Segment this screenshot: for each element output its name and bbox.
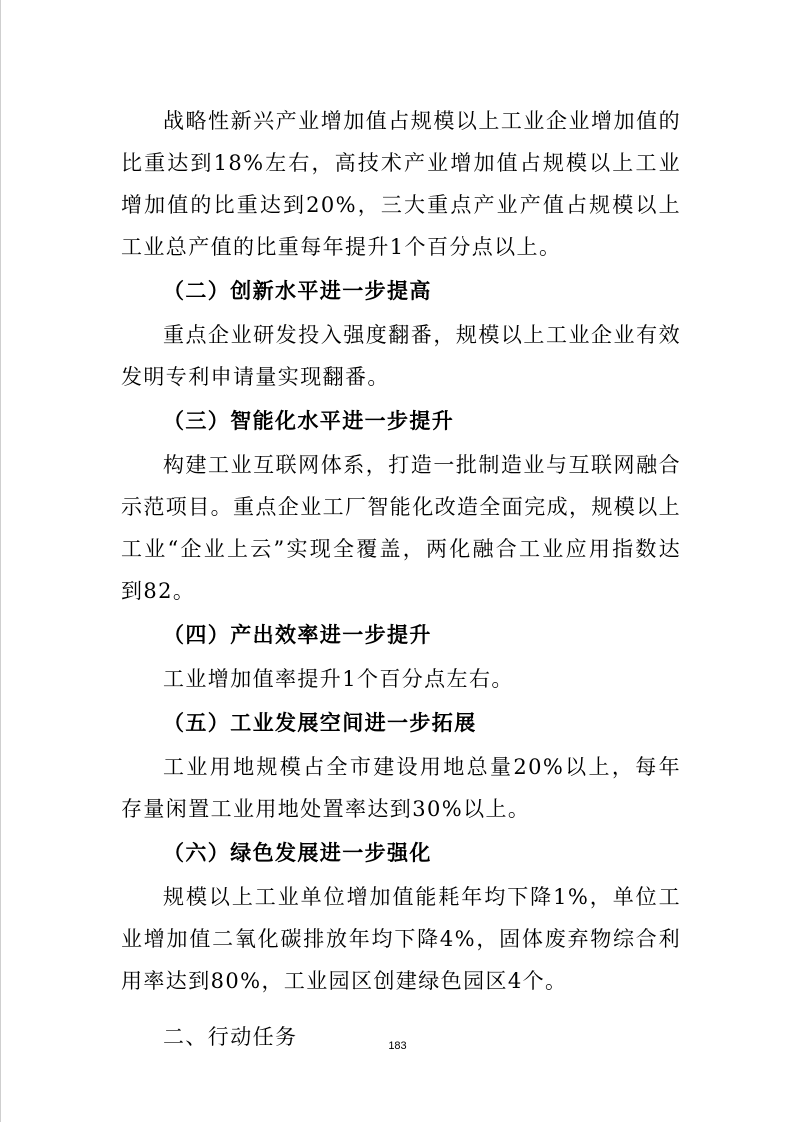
paragraph-intelligence: 构建工业互联网体系，打造一批制造业与互联网融合示范项目。重点企业工厂智能化改造全面完成，规模以上工业“企业上云”实现全覆盖，两化融合工业应用指数达到82。 bbox=[121, 453, 681, 603]
paragraph-space: 工业用地规模占全市建设用地总量20%以上，每年存量闲置工业用地处置率达到30%以上。 bbox=[121, 755, 681, 821]
page-content bbox=[121, 100, 681, 1058]
heading-innovation: （二）创新水平进一步提高 bbox=[163, 278, 432, 303]
page-number: 183 bbox=[388, 1040, 407, 1052]
heading-space: （五）工业发展空间进一步拓展 bbox=[163, 710, 477, 735]
paragraph-efficiency: 工业增加值率提升1个百分点左右。 bbox=[163, 667, 514, 691]
paragraph-industry-share: 战略性新兴产业增加值占规模以上工业企业增加值的比重达到18%左右，高技术产业增加值占规模以上工业增加值的比重达到20%，三大重点产业产值占规模以上工业总产值的比重每年提升1个百分点以上。 bbox=[121, 109, 681, 259]
heading-intelligence: （三）智能化水平进一步提升 bbox=[163, 408, 455, 433]
section-heading-action-tasks: 二、行动任务 bbox=[163, 1025, 298, 1049]
heading-efficiency: （四）产出效率进一步提升 bbox=[163, 622, 432, 647]
paragraph-innovation: 重点企业研发投入强度翻番，规模以上工业企业有效发明专利申请量实现翻番。 bbox=[121, 323, 681, 389]
heading-green: （六）绿色发展进一步强化 bbox=[163, 840, 432, 865]
paragraph-green: 规模以上工业单位增加值能耗年均下降1%，单位工业增加值二氧化碳排放年均下降4%，固体废弃物综合利用率达到80%，工业园区创建绿色园区4个。 bbox=[121, 885, 681, 993]
